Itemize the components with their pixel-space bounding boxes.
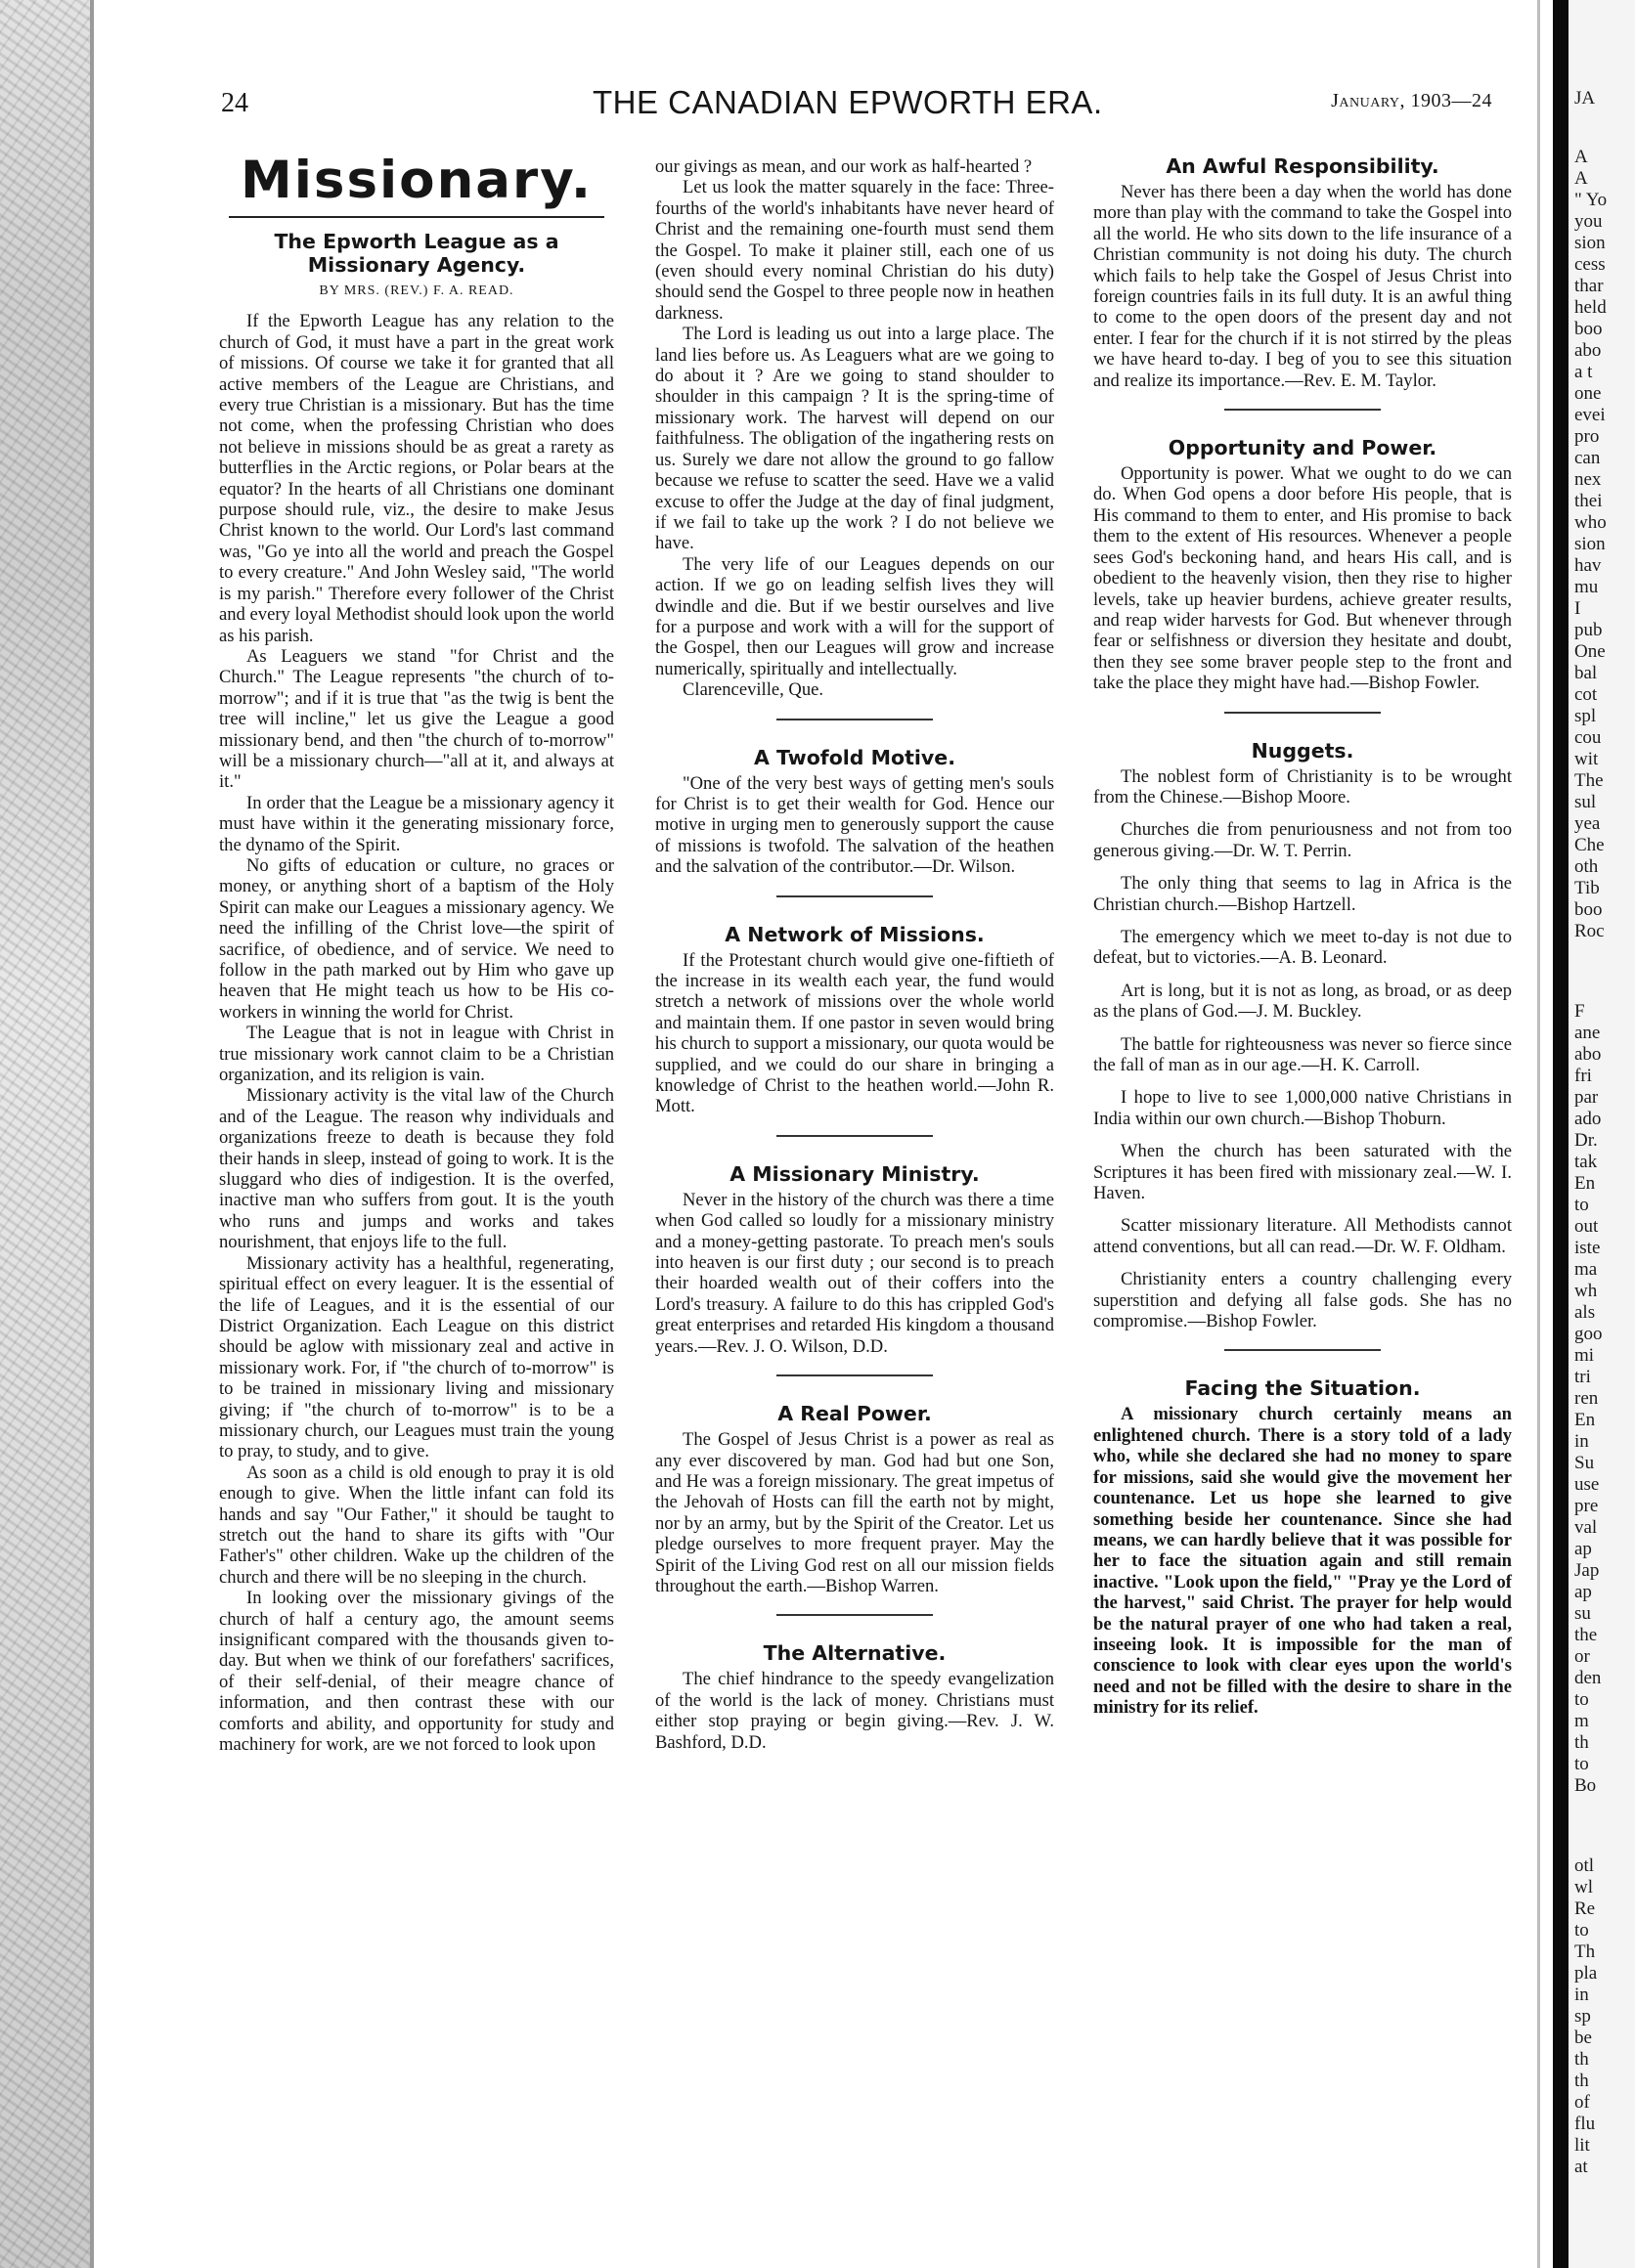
next-page-text-fragment: thei	[1574, 491, 1603, 511]
next-page-text-fragment: or	[1574, 1646, 1590, 1667]
next-page-text-fragment: in	[1574, 1431, 1589, 1452]
next-page-text-fragment: oth	[1574, 856, 1599, 877]
paragraph: As soon as a child is old enough to pray it is old enough to give. When the little infant can fold its hands and say "Our Father," it should be taught to stretch out the hand to share its gifts with "Our Father's" other children. Wake up the children of the church and there will be no sleeping in the church.	[219, 1461, 614, 1588]
separator	[776, 895, 933, 897]
next-page-text-fragment: in	[1574, 1984, 1589, 2005]
next-page-text-fragment: to	[1574, 1754, 1589, 1774]
article-continuation-league	[655, 156, 1054, 701]
next-page-text-fragment: tak	[1574, 1152, 1598, 1172]
next-page-text-fragment: pla	[1574, 1963, 1598, 1984]
next-page-text-fragment: Tib	[1574, 878, 1600, 898]
next-page-text-fragment: bal	[1574, 663, 1598, 683]
issue-date: January, 1903—24	[1331, 90, 1492, 111]
next-page-text-fragment: Roc	[1574, 921, 1605, 941]
paragraph: A missionary church certainly means an enlightened church. There is a story told of a lady who, while she declared she had no money to spare for missions, said she would give the movement her countenance. Let us hope she learned to give something beside her countenance. Since she had means, we can hardly believe that it was possible for her to face the situation again and still remain inactive. "Look upon the field," "Pray ye the Lord of the harvest," said Christ. The prayer for help would be the natural prayer of one who had taken a real, inseeing look. It is impossible for the man of conscience to look with clear eyes upon the world's need and not be filled with the desire to share in the ministry for its relief.	[1093, 1404, 1512, 1719]
next-page-text-fragment: val	[1574, 1517, 1598, 1538]
article-place: Clarenceville, Que.	[683, 679, 824, 701]
paragraph: In looking over the missionary givings of the church of half a century ago, the amount seems insignificant compared with the thousands given to-day. But when we think of our forefathers' sacrifices, of their self-denial, of their meagre chance of information, and then contrast these with our comforts and ability, and opportunity for study and machinery for work, are we not forced to look upon	[219, 1588, 614, 1756]
next-page-text-fragment: you	[1574, 211, 1603, 232]
next-page-text-fragment: to	[1574, 1689, 1589, 1710]
next-page-text-fragment: En	[1574, 1173, 1596, 1194]
article-title-alternative: The Alternative.	[763, 1641, 947, 1666]
separator	[776, 1614, 933, 1616]
next-page-text-fragment: mi	[1574, 1345, 1595, 1366]
paragraph: If the Epworth League has any relation to the church of God, it must have a part in the great work of missions. Of course we take it for granted that all active members of the League are Christians, and every true Christian is a missionary. But has the time not come, when the professing Christian who does not believe in missions should be as great a rarety as butterflies in the Arctic regions, or Polar bears at the equator? In the hearts of all Christians one dominant purpose should rule, viz., the desire to make Jesus Christ known to the world. Our Lord's last command was, "Go ye into all the world and preach the Gospel to every creature." And John Wesley said, "The world is my parish." Therefore every follower of the Christ and every loyal Methodist should look upon the world as his parish.	[219, 311, 614, 646]
next-page-text-fragment: yea	[1574, 813, 1601, 834]
article-body-power: The Gospel of Jesus Christ is a power as real as any ever discovered by man. God had but one Son, and He was a foreign missionary. The great impetus of the Jehovah of Hosts can fill the earth not by might, nor by an army, but by the Spirit of the Creator. Let us pledge ourselves to more frequent prayer. May the Spirit of the Living God rest on all our mission fields throughout the earth.—Bishop Warren.	[655, 1429, 1054, 1596]
next-page-text-fragment: tri	[1574, 1367, 1591, 1387]
next-page-text-fragment: nex	[1574, 469, 1602, 490]
page-edge	[1537, 0, 1540, 2268]
nugget-item: Christianity enters a country challenging every superstition and defying all false gods. She has no compromise.—Bishop Fowler.	[1093, 1269, 1512, 1332]
next-page-text-fragment: Th	[1574, 1941, 1596, 1962]
next-page-text-fragment: a t	[1574, 362, 1593, 382]
page-gutter	[1553, 0, 1569, 2268]
separator	[1224, 712, 1381, 714]
next-page-text-fragment: Che	[1574, 835, 1605, 855]
next-page-text-fragment: boo	[1574, 899, 1603, 920]
next-page-text-fragment: En	[1574, 1410, 1596, 1430]
article-body-twofold: "One of the very best ways of getting men's souls for Christ is to get their wealth for God. Hence our motive in urging men to generously support the cause of missions is twofold. The salvation of the heathen and the salvation of the contributor.—Dr. Wilson.	[655, 772, 1054, 878]
next-page-text-fragment: sion	[1574, 534, 1606, 554]
paragraph: our givings as mean, and our work as half-hearted ?	[655, 156, 1033, 177]
column-1	[219, 151, 614, 1756]
article-body-alternative: The chief hindrance to the speedy evangelization of the world is the lack of money. Christians must either stop praying or begin giving.—Rev. J. W. Bashford, D.D.	[655, 1669, 1054, 1753]
next-page-text-fragment: Dr.	[1574, 1130, 1598, 1151]
article-title-facing: Facing the Situation.	[1184, 1376, 1421, 1401]
next-page-fragment	[1569, 0, 1635, 2268]
next-page-text-fragment: su	[1574, 1603, 1591, 1624]
binding-edge	[90, 0, 94, 2268]
paragraph: The very life of our Leagues depends on our action. If we go on leading selfish lives they will dwindle and die. But if we bestir ourselves and live for a purpose and work with a will for the support of the Gospel, then our Leagues will grow and increase numerically, spiritually and intellectually.	[655, 553, 1054, 679]
paragraph: Missionary activity is the vital law of the Church and of the League. The reason why individuals and organizations freeze to death is because they fold their hands in sleep, instead of going to work. It is the sluggard who dies of indigestion. It is the overfed, inactive man who suffers from gout. It is the youth who runs and jumps and works and takes nourishment, that enjoys life to the full.	[219, 1085, 614, 1253]
next-page-text-fragment: wh	[1574, 1281, 1598, 1301]
next-page-text-fragment: use	[1574, 1474, 1600, 1495]
nugget-item: Art is long, but it is not as long, as broad, or as deep as the plans of God.—J. M. Buckley.	[1093, 980, 1512, 1023]
next-page-text-fragment: ren	[1574, 1388, 1599, 1409]
next-page-text-fragment: to	[1574, 1920, 1589, 1941]
next-page-text-fragment: boo	[1574, 319, 1603, 339]
next-page-text-fragment: The	[1574, 770, 1604, 791]
next-page-text-fragment: out	[1574, 1216, 1599, 1237]
article-byline: BY MRS. (REV.) F. A. READ.	[319, 284, 514, 298]
article-title-awful: An Awful Responsibility.	[1166, 154, 1439, 178]
nugget-item: The noblest form of Christianity is to be wrought from the Chinese.—Bishop Moore.	[1093, 765, 1512, 807]
next-page-text-fragment: par	[1574, 1087, 1599, 1108]
nugget-item: I hope to live to see 1,000,000 native Christians in India within our own church.—Bishop Thoburn.	[1093, 1087, 1512, 1129]
nugget-item: Churches die from penuriousness and not from too generous giving.—Dr. W. T. Perrin.	[1093, 819, 1512, 861]
next-page-text-fragment: spl	[1574, 706, 1597, 726]
next-page-text-fragment: A	[1574, 147, 1588, 167]
next-page-text-fragment: ma	[1574, 1259, 1598, 1280]
nugget-item: The only thing that seems to lag in Africa is the Christian church.—Bishop Hartzell.	[1093, 873, 1512, 915]
next-page-text-fragment: pre	[1574, 1496, 1599, 1516]
paragraph: Missionary activity has a healthful, regenerating, spiritual effect on every leaguer. It is the essential of the life of Leagues, and it is the essential of our District Organization. Each League on this district should be aglow with missionary zeal and active in missionary work. For, if "the church of to-morrow" is to be trained in missionary living and missionary giving; if "the church of to-morrow" is to be a missionary church, our Leagues must train the young to pray, to study, and to give.	[219, 1252, 614, 1462]
next-page-text-fragment: iste	[1574, 1238, 1601, 1258]
nuggets-list	[1093, 766, 1512, 1332]
article-body-league	[219, 311, 614, 1755]
paragraph: No gifts of education or culture, no graces or money, or anything short of a baptism of the Holy Spirit can make our Leagues a missionary agency. We need the infilling of the Christ love—the spirit of sacrifice, of obedience, and of service. We need to follow in the path marked out by Him who gave up heaven that He might teach us how to be His co-workers in winning the world for Christ.	[219, 854, 614, 1023]
article-title-league: The Epworth League as a Missionary Agency.	[274, 230, 559, 277]
next-page-text-fragment: held	[1574, 297, 1607, 318]
next-page-text-fragment: the	[1574, 1625, 1598, 1645]
next-page-text-fragment: be	[1574, 2028, 1592, 2048]
paragraph: As Leaguers we stand "for Christ and the Church." The League represents "the church of to-morrow"; and if it is true that "as the twig is bent the tree will incline," let us give the League a good missionary bend, and then "the church of to-morrow" will be a missionary church—"all at it, and always at it."	[219, 645, 614, 793]
next-page-text-fragment: evei	[1574, 405, 1606, 425]
next-page-text-fragment: th	[1574, 2049, 1589, 2070]
next-page-text-fragment: cou	[1574, 727, 1602, 748]
next-page-text-fragment: sul	[1574, 792, 1597, 812]
next-page-text-fragment: cot	[1574, 684, 1598, 705]
next-page-text-fragment: I	[1574, 598, 1581, 619]
next-page-text-fragment: Bo	[1574, 1775, 1597, 1796]
next-page-text-fragment: mu	[1574, 577, 1599, 597]
page-number: 24	[221, 88, 248, 118]
next-page-text-fragment: th	[1574, 1732, 1589, 1753]
next-page-text-fragment: One	[1574, 641, 1606, 662]
article-body-opportunity: Opportunity is power. What we ought to do we can do. When God opens a door before His people, that is His command to them to enter, and His promise to back them to the extent of His resources. Whenever a people sees God's beckoning hand, and hears His call, and is obedient to the heavenly vision, then they rise to higher levels, take up heavier burdens, achieve greater results, and reap wider harvests for God. But whenever through fear or selfishness or diversion they hesitate and doubt, then they see some braver people step to the front and take the place they might have had.—Bishop Fowler.	[1093, 463, 1512, 694]
next-page-text-fragment: abo	[1574, 340, 1602, 361]
next-page-text-fragment: th	[1574, 2071, 1589, 2091]
next-page-text-fragment: ado	[1574, 1109, 1602, 1129]
next-page-text-fragment: F	[1574, 1001, 1585, 1022]
separator	[1224, 409, 1381, 411]
article-title-nuggets: Nuggets.	[1251, 738, 1354, 763]
next-page-text-fragment: can	[1574, 448, 1601, 468]
article-body-network: If the Protestant church would give one-fiftieth of the increase in its wealth each year, the fund would stretch a network of missions over the whole world and maintain them. If one pastor in seven would bring his church to support a missionary, our quota would be supplied, and we could do our share in bringing a knowledge of Christ to the heathen world.—John R. Mott.	[655, 949, 1054, 1117]
separator	[776, 719, 933, 720]
nugget-item: When the church has been saturated with the Scriptures it has been fired with missionary zeal.—W. I. Haven.	[1093, 1141, 1512, 1204]
article-title-power: A Real Power.	[777, 1402, 932, 1426]
next-page-text-fragment: sp	[1574, 2006, 1591, 2027]
next-page-text-fragment: " Yo	[1574, 190, 1608, 210]
article-title-ministry: A Missionary Ministry.	[729, 1161, 980, 1186]
next-page-text-fragment: A	[1574, 168, 1588, 189]
page-header	[221, 84, 1492, 123]
paragraph: Let us look the matter squarely in the face: Three-fourths of the world's inhabitants have never heard of Christ and the remaining one-fourth must send them the Gospel. To make it plainer still, each one of us (even should every nominal Christian do his duty) should send the Gospel to three people now in heathen darkness.	[655, 177, 1054, 324]
next-page-text-fragment: at	[1574, 2157, 1588, 2177]
article-body-awful: Never has there been a day when the world has done more than play with the command to take the Gospel into all the world. He who sits down to the life insurance of a Christian community is not doing his duty. The church which fails to help take the Gospel of Jesus Christ into foreign countries fails in its full duty. It is an awful thing to come to the open doors of the present day and not enter. I fear for the church if it is not stirred by the pleas we have heard to-day. I beg of you to see this situation and realize its importance.—Rev. E. M. Taylor.	[1093, 182, 1512, 391]
next-page-text-fragment: fri	[1574, 1066, 1592, 1086]
paragraph: In order that the League be a missionary agency it must have within it the generating missionary force, the dynamo of the Spirit.	[219, 792, 614, 855]
next-page-text-fragment: Su	[1574, 1453, 1595, 1473]
next-page-text-fragment: goo	[1574, 1324, 1603, 1344]
paragraph: The League that is not in league with Christ in true missionary work cannot claim to be a Christian organization, and its religion is vain.	[219, 1023, 614, 1086]
next-page-text-fragment: ane	[1574, 1023, 1601, 1043]
next-page-text-fragment: to	[1574, 1195, 1589, 1215]
nugget-item: The battle for righteousness was never so fierce since the fall of man as in our age.—H. K. Carroll.	[1093, 1033, 1512, 1075]
article-title-twofold: A Twofold Motive.	[754, 745, 955, 769]
next-page-text-fragment: hav	[1574, 555, 1602, 576]
next-page-text-fragment: sion	[1574, 233, 1606, 253]
section-rule	[229, 216, 604, 218]
next-page-text-fragment: lit	[1574, 2135, 1590, 2156]
next-page-text-fragment: thar	[1574, 276, 1604, 296]
article-title-opportunity: Opportunity and Power.	[1168, 436, 1437, 460]
next-page-text-fragment: pub	[1574, 620, 1603, 640]
separator	[1224, 1349, 1381, 1351]
article-body-facing	[1093, 1404, 1512, 1718]
next-page-text-fragment: den	[1574, 1668, 1602, 1688]
next-page-text-fragment: of	[1574, 2092, 1590, 2113]
next-page-text-fragment: Jap	[1574, 1560, 1600, 1581]
decorative-binding-strip	[0, 0, 90, 2268]
next-page-text-fragment: cess	[1574, 254, 1606, 275]
next-page-text-fragment: pro	[1574, 426, 1600, 447]
next-page-text-fragment: JA	[1574, 88, 1596, 109]
next-page-text-fragment: ap	[1574, 1539, 1592, 1559]
next-page-text-fragment: m	[1574, 1711, 1589, 1731]
publication-title: THE CANADIAN EPWORTH ERA.	[593, 84, 1103, 120]
nugget-item: Scatter missionary literature. All Methodists cannot attend conventions, but all can read.—Dr. W. F. Oldham.	[1093, 1215, 1512, 1257]
column-3	[1093, 154, 1512, 1719]
next-page-text-fragment: otl	[1574, 1855, 1595, 1876]
next-page-text-fragment: one	[1574, 383, 1602, 404]
separator	[776, 1374, 933, 1376]
separator	[776, 1135, 933, 1137]
article-title-network: A Network of Missions.	[725, 922, 985, 946]
next-page-text-fragment: abo	[1574, 1044, 1602, 1065]
paragraph: The Lord is leading us out into a large place. The land lies before us. As Leaguers what are we going to do about it ? Are we going to stand shoulder to shoulder in this campaign ? It is the spring-time of missionary work. The harvest will depend on our faithfulness. The obligation of the ingathering rests on us. Surely we dare not allow the ground to go fallow because we refuse to scatter the seed. Have we a valid excuse to offer the Judge at the day of final judgment, if we fail to take up the work ? I do not believe we have.	[655, 324, 1054, 554]
next-page-text-fragment: wl	[1574, 1877, 1593, 1897]
next-page-text-fragment: Re	[1574, 1898, 1596, 1919]
next-page-text-fragment: als	[1574, 1302, 1596, 1323]
next-page-text-fragment: ap	[1574, 1582, 1592, 1602]
next-page-text-fragment: who	[1574, 512, 1607, 533]
nugget-item: The emergency which we meet to-day is not due to defeat, but to victories.—A. B. Leonard.	[1093, 926, 1512, 969]
next-page-text-fragment: flu	[1574, 2114, 1596, 2134]
section-title: Missionary.	[240, 151, 594, 210]
column-2	[655, 156, 1054, 1753]
article-body-ministry: Never in the history of the church was there a time when God called so loudly for a missionary ministry and a money-getting pastorate. To preach men's souls into heaven is our first duty ; our second is to preach their hoarded wealth out of their coffers into the Lord's treasury. A failure to do this has crippled God's great enterprises and retarded His kingdom a thousand years.—Rev. J. O. Wilson, D.D.	[655, 1189, 1054, 1357]
next-page-text-fragment: wit	[1574, 749, 1599, 769]
